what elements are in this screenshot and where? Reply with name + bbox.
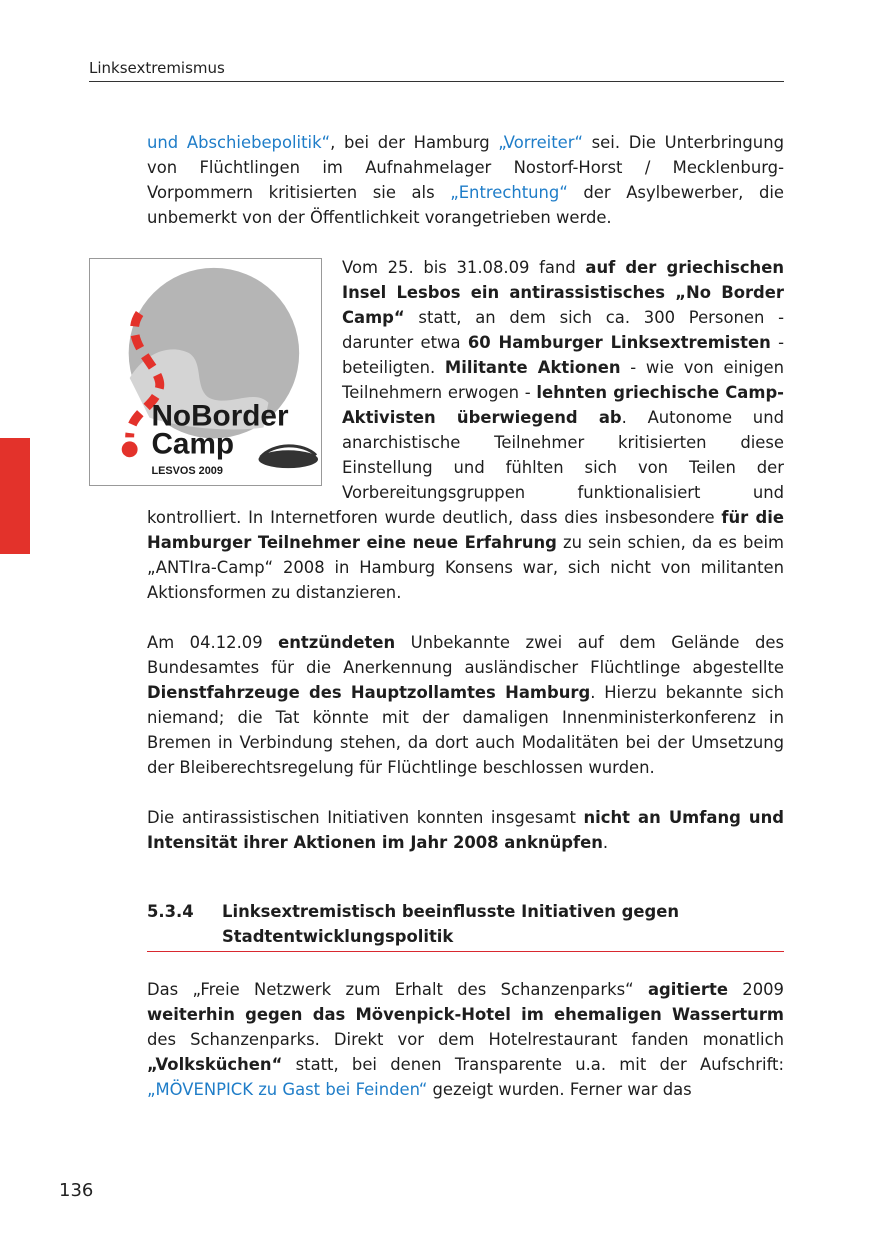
logo-subtitle: LESVOS 2009: [151, 465, 223, 478]
paragraph-arson: Am 04.12.09 entzündeten Unbekannte zwei auf dem Gelände des Bundesamtes für die Anerkennung ausländischer Flüchtlinge abgestellte Dienstfahrzeuge des Hauptzollamtes Hamburg. Hierzu bekannte sich niemand; die Tat könnte mit der damaligen Innenministerkonferenz in Bremen in Verbindung stehen, da dort auch Modalitäten bei der Umsetzung der Bleiberechtsregelung für Flüchtlinge beschlossen wurden.: [147, 633, 784, 777]
chapter-tab-marker: [0, 438, 30, 554]
logo-title-line1: NoBorder: [151, 399, 289, 433]
page-content: [147, 130, 784, 1102]
link-moevenpick-banner[interactable]: „MÖVENPICK zu Gast bei Feinden“: [147, 1080, 428, 1099]
section-heading: [147, 899, 784, 952]
paragraph-summary: Die antirassistischen Initiativen konnten insgesamt nicht an Umfang und Intensität ihrer Aktionen im Jahr 2008 anknüpfen.: [147, 808, 784, 852]
logo-title-line2: Camp: [151, 427, 235, 461]
page-number: 136: [59, 1180, 94, 1201]
section-title: Linksextremistisch beeinflusste Initiativen gegen Stadtentwicklungspolitik: [222, 902, 680, 946]
running-header: Linksextremismus: [89, 59, 784, 82]
link-vorreiter[interactable]: „Vorreiter“: [498, 133, 583, 152]
link-abschiebepolitik[interactable]: und Abschiebepolitik“: [147, 133, 331, 152]
boat-icon: [259, 446, 318, 468]
route-dot: [122, 441, 138, 457]
link-entrechtung[interactable]: „Entrechtung“: [450, 183, 568, 202]
section-number: 5.3.4: [147, 902, 194, 921]
noborder-camp-logo: [89, 258, 322, 486]
paragraph-asylum-policy: und Abschiebepolitik“, bei der Hamburg „Vorreiter“ sei. Die Unterbringung von Flüchtlingen im Aufnahmelager Nostorf-Horst / Mecklenburg-Vorpommern kritisierten sie als „Entrechtung“ der Asylbewerber, die unbemerkt von der Öffentlichkeit vorangetrieben werde.: [147, 133, 784, 227]
paragraph-noborder-camp: Vom 25. bis 31.08.09 fand auf der griechischen Insel Lesbos ein antirassistisches „No Border Camp“ statt, an dem sich ca. 300 Personen - darunter etwa 60 Hamburger Linksextremisten - beteiligten. Militante Aktionen - wie von einigen Teilnehmern erwogen - lehnten griechische Camp-Aktivisten überwiegend ab. Autonome und anarchistische Teilnehmer kritisierten diese Einstellung und fühlten sich von Teilen der Vorbereitungsgruppen funktionalisiert und kontrolliert. In Internetforen wurde deutlich, dass dies insbesondere für die Hamburger Teilnehmer eine neue Erfahrung zu sein schien, da es beim „ANTIra-Camp“ 2008 in Hamburg Konsens war, sich nicht von militanten Aktionsformen zu distanzieren.: [147, 258, 785, 602]
paragraph-schanzenpark: Das „Freie Netzwerk zum Erhalt des Schanzenparks“ agitierte 2009 weiterhin gegen das Mövenpick-Hotel im ehemaligen Wasserturm des Schanzenparks. Direkt vor dem Hotelrestaurant fanden monatlich „Volksküchen“ statt, bei denen Transparente u.a. mit der Aufschrift: „MÖVENPICK zu Gast bei Feinden“ gezeigt wurden. Ferner war das: [147, 980, 784, 1099]
